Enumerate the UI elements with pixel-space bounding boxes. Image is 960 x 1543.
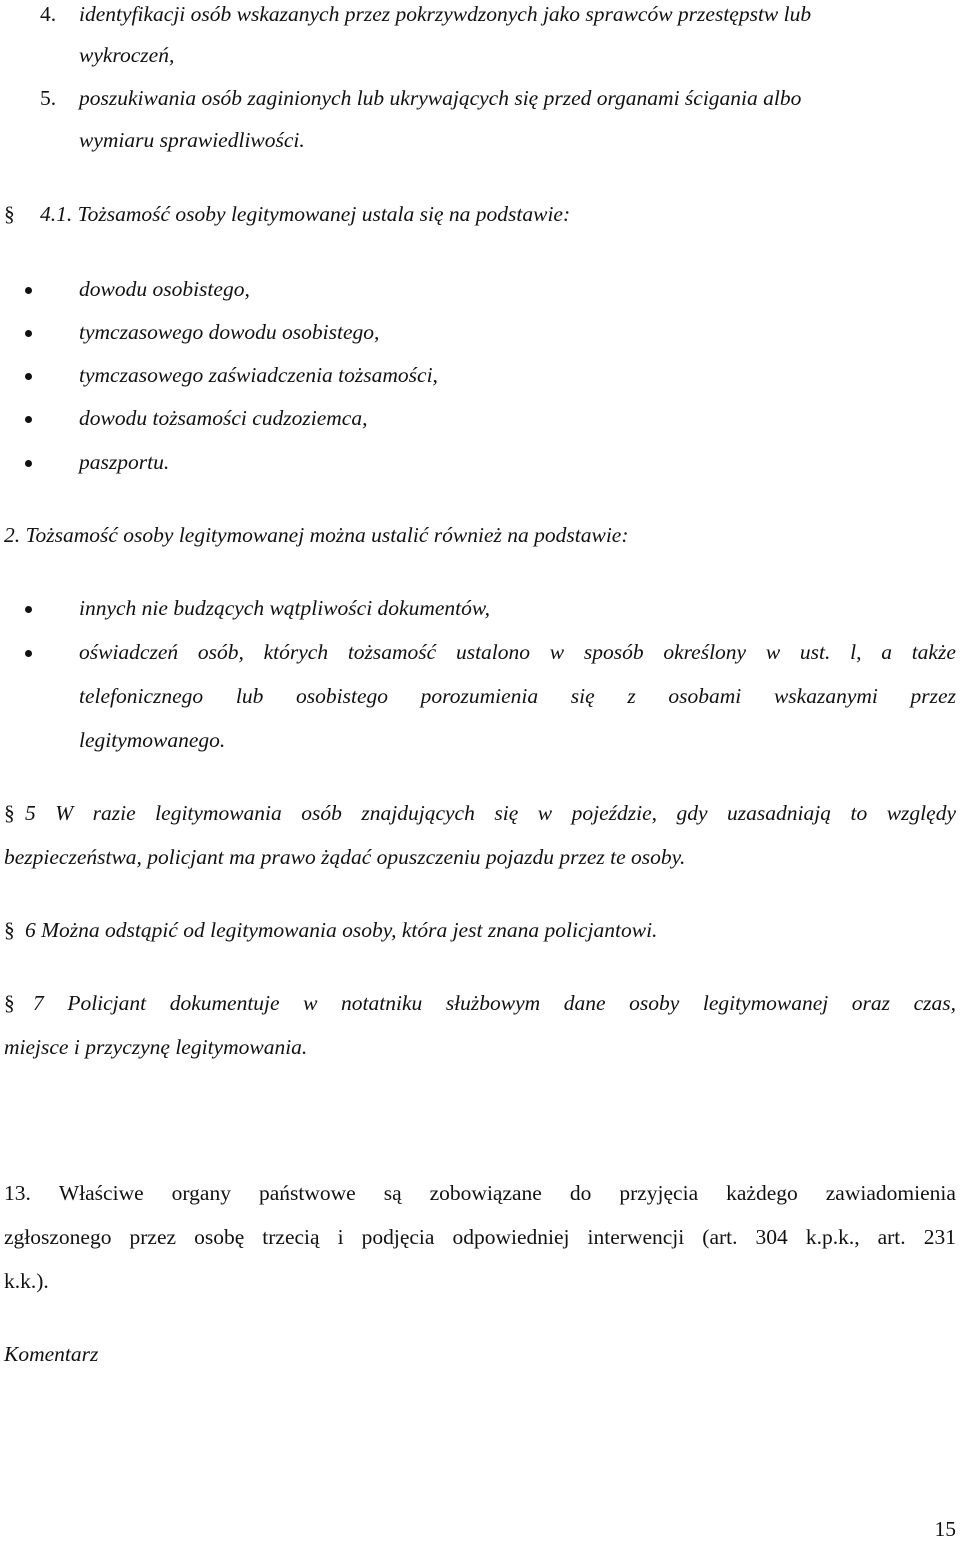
- list-item-4-1-4: dowodu tożsamości cudzoziemca,: [79, 406, 368, 430]
- word: oświadczeń: [79, 640, 179, 664]
- section-mark-5: §: [4, 801, 15, 825]
- list-item-5-line1: poszukiwania osób zaginionych lub ukrywających się przed organami ścigania albo: [79, 86, 802, 110]
- bullet-icon: [25, 650, 32, 657]
- section-6-text: 6 Można odstąpić od legitymowania osoby, która jest znana policjantowi.: [25, 918, 658, 942]
- word: 231: [923, 1225, 956, 1249]
- word: się: [570, 684, 595, 708]
- list-item-2-2-line3: legitymowanego.: [79, 728, 226, 752]
- word: razie: [92, 801, 136, 825]
- word: z: [627, 684, 636, 708]
- word: dokumentuje: [169, 991, 280, 1015]
- word: zobowiązane: [429, 1181, 542, 1205]
- word: się: [494, 801, 519, 825]
- word: osoby: [629, 991, 680, 1015]
- word: 13.: [4, 1181, 31, 1205]
- word: zgłoszonego: [4, 1225, 112, 1249]
- word: określony: [663, 640, 747, 664]
- word: a: [881, 640, 892, 664]
- word: zawiadomienia: [825, 1181, 956, 1205]
- section-7-line1: [33, 993, 956, 1015]
- page-number: 15: [934, 1517, 956, 1541]
- word: w: [549, 640, 565, 664]
- list-number-5: 5.: [40, 86, 57, 110]
- word: 304: [755, 1225, 788, 1249]
- word: trzecią: [262, 1225, 320, 1249]
- word: przez: [129, 1225, 177, 1249]
- section-13-line1: [4, 1183, 956, 1205]
- word: dane: [563, 991, 606, 1015]
- word: lub: [235, 684, 264, 708]
- word: W: [55, 801, 74, 825]
- word: osobę: [194, 1225, 245, 1249]
- word: w: [537, 801, 553, 825]
- word: telefonicznego: [79, 684, 204, 708]
- list-item-2-2-line2: [79, 686, 956, 708]
- word: uzasadniają: [727, 801, 831, 825]
- word: także: [911, 640, 956, 664]
- word: Właściwe: [58, 1181, 144, 1205]
- list-item-4-line1: identyfikacji osób wskazanych przez pokrzywdzonych jako sprawców przestępstw lub: [79, 2, 812, 26]
- word: porozumienia: [420, 684, 539, 708]
- word: oraz: [851, 991, 891, 1015]
- list-item-2-1: innych nie budzących wątpliwości dokumentów,: [79, 596, 491, 620]
- word: i: [337, 1225, 344, 1249]
- word: ust.: [799, 640, 831, 664]
- section-mark-6: §: [4, 918, 15, 942]
- word: których: [263, 640, 329, 664]
- word: osobami: [668, 684, 742, 708]
- word: do: [569, 1181, 592, 1205]
- section-4-1-heading: 4.1. Tożsamość osoby legitymowanej ustala się na podstawie:: [40, 202, 571, 226]
- list-item-4-line2: wykroczeń,: [79, 43, 175, 67]
- word: wskazanymi: [773, 684, 878, 708]
- word: osób: [301, 801, 342, 825]
- komentarz-heading: Komentarz: [4, 1342, 99, 1366]
- word: względy: [886, 801, 956, 825]
- section-5-line2: bezpieczeństwa, policjant ma prawo żądać opuszczeniu pojazdu przez te osoby.: [4, 845, 686, 869]
- bullet-icon: [25, 330, 32, 337]
- word: ustalono: [455, 640, 531, 664]
- word: odpowiedniej: [452, 1225, 570, 1249]
- bullet-icon: [25, 416, 32, 423]
- bullet-icon: [25, 606, 32, 613]
- word: pojeździe,: [571, 801, 657, 825]
- word: osób,: [197, 640, 244, 664]
- word: sposób: [583, 640, 644, 664]
- word: czas,: [913, 991, 956, 1015]
- word: w: [765, 640, 781, 664]
- section-13-line3: k.k.).: [4, 1269, 49, 1293]
- word: tożsamość: [347, 640, 437, 664]
- section-13-line2: [4, 1227, 956, 1249]
- word: l,: [850, 640, 862, 664]
- section-5-line1: [25, 803, 956, 825]
- list-item-5-line2: wymiaru sprawiedliwości.: [79, 128, 305, 152]
- list-item-2-2-line1: [79, 642, 956, 664]
- section-2-heading: 2. Tożsamość osoby legitymowanej można ustalić również na podstawie:: [4, 523, 629, 547]
- word: Policjant: [67, 991, 147, 1015]
- word: interwencji: [587, 1225, 685, 1249]
- word: w: [303, 991, 318, 1015]
- word: są: [383, 1181, 402, 1205]
- list-item-4-1-5: paszportu.: [79, 450, 170, 474]
- word: art.: [877, 1225, 906, 1249]
- word: przyjęcia: [619, 1181, 699, 1205]
- list-item-4-1-1: dowodu osobistego,: [79, 277, 250, 301]
- list-item-4-1-3: tymczasowego zaświadczenia tożsamości,: [79, 363, 438, 387]
- word: przez: [910, 684, 956, 708]
- word: 5: [25, 801, 36, 825]
- word: państwowe: [258, 1181, 356, 1205]
- word: gdy: [676, 801, 708, 825]
- section-7-line2: miejsce i przyczynę legitymowania.: [4, 1035, 308, 1059]
- bullet-icon: [25, 460, 32, 467]
- bullet-icon: [25, 373, 32, 380]
- word: 7: [33, 991, 44, 1015]
- word: legitymowanej: [702, 991, 829, 1015]
- word: legitymowania: [155, 801, 282, 825]
- word: (art.: [702, 1225, 738, 1249]
- word: podjęcia: [361, 1225, 435, 1249]
- word: to: [850, 801, 868, 825]
- word: k.p.k.,: [805, 1225, 860, 1249]
- word: służbowym: [445, 991, 541, 1015]
- word: organy: [171, 1181, 231, 1205]
- section-mark-7: §: [4, 991, 15, 1015]
- section-mark-4-1: §: [4, 202, 15, 226]
- word: notatniku: [341, 991, 423, 1015]
- bullet-icon: [25, 287, 32, 294]
- list-item-4-1-2: tymczasowego dowodu osobistego,: [79, 320, 380, 344]
- list-number-4: 4.: [40, 2, 57, 26]
- word: osobistego: [296, 684, 388, 708]
- word: znajdujących: [361, 801, 475, 825]
- word: każdego: [726, 1181, 798, 1205]
